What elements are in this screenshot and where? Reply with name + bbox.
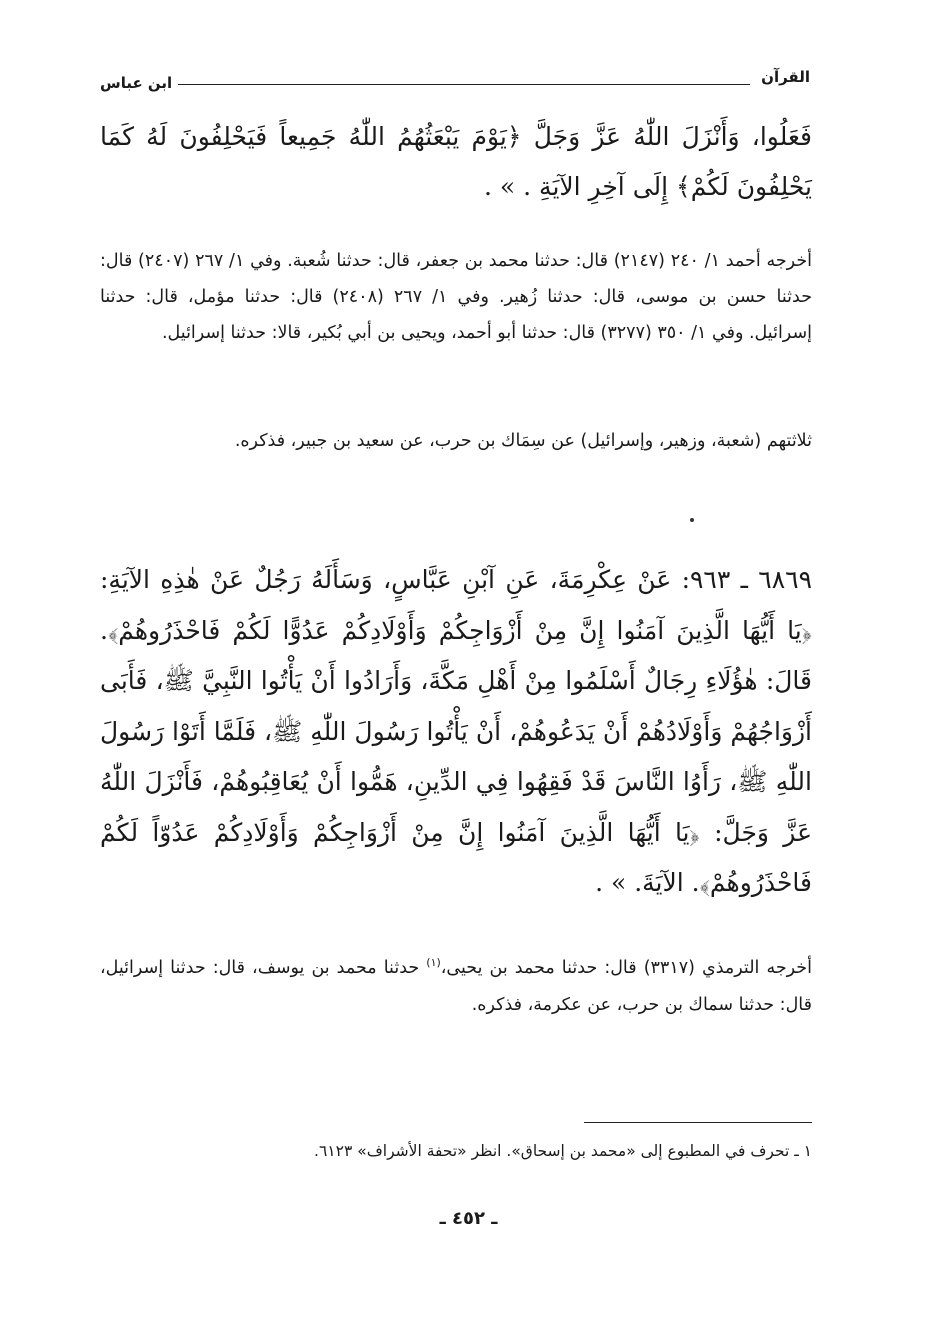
takhrij-paragraph: ثلاثتهم (شعبة، وزهير، وإسرائيل) عن سِمَاك بن حرب، عن سعيد بن جبير، فذكره. [234, 431, 812, 451]
footnote-ref[interactable]: (١) [426, 956, 441, 970]
takhrij-paragraph: أخرجه أحمد ١/ ٢٤٠ (٢١٤٧) قال: حدثنا محمد بن جعفر، قال: حدثنا شُعبة. وفي ١/ ٢٦٧ (٢٤٠٧) قال: حدثنا حسن بن موسى، قال: حدثنا زُهير. وفي ١/ ٢٦٧ (٢٤٠٨) قال: حدثنا مؤمل، قال: حدثنا إسرائيل. وفي ١/ ٣٥٠ (٣٢٧٧) قال: حدثنا أبو أحمد، ويحيى بن أبي بُكير، قالا: حدثنا إسرائيل. [100, 251, 813, 343]
header-rule [175, 84, 750, 85]
footnote-rule [584, 1122, 812, 1123]
takhrij-text: حدثنا محمد بن يوسف، قال: حدثنا إسرائيل، قال: حدثنا سماك بن حرب، عن عكرمة، فذكره. [100, 958, 812, 1015]
separator-dot [690, 518, 694, 522]
page-number: ـ ٤٥٢ ـ [439, 1208, 498, 1229]
takhrij-paragraph [100, 950, 812, 1024]
takhrij-text: أخرجه الترمذي (٣٣١٧) قال: حدثنا محمد بن يحيى، [440, 958, 812, 978]
hadith-continuation: فَعَلُوا، وَأَنْزَلَ اللّٰهُ عَزَّ وَجَلَّ ﴿يَوْمَ يَبْعَثُهُمُ اللّٰهُ جَمِيعاً فَيَحْلِفُونَ لَهُ كَمَا يَحْلِفُونَ لَكُمْ﴾ إِلَى آخِرِ الآيَةِ . » . [100, 122, 812, 201]
running-header [100, 64, 810, 94]
hadith-text: ٦٨٦٩ ـ ٩٦٣: عَنْ عِكْرِمَةَ، عَنِ آبْنِ عَبَّاسٍ، وَسَأَلَهُ رَجُلٌ عَنْ هٰذِهِ الآيَةِ: ﴿يَا أَيُّهَا الَّذِينَ آمَنُوا إِنَّ مِنْ أَزْوَاجِكُمْ وَأَوْلَادِكُمْ عَدُوًّا لَكُمْ فَاحْذَرُوهُمْ﴾. قَالَ: هٰؤُلَاءِ رِجَالٌ أَسْلَمُوا مِنْ أَهْلِ مَكَّةَ، وَأَرَادُوا أَنْ يَأْتُوا النَّبِيَّ ﷺ، فَأَبَى أَزْوَاجُهُمْ وَأَوْلَادُهُمْ أَنْ يَدَعُوهُمْ، أَنْ يَأْتُوا رَسُولَ اللّٰهِ ﷺ، فَلَمَّا أَتَوْا رَسُولَ اللّٰهِ ﷺ، رَأَوُا النَّاسَ قَدْ فَقِهُوا فِي الدِّينِ، هَمُّوا أَنْ يُعَاقِبُوهُمْ، فَأَنْزَلَ اللّٰهُ عَزَّ وَجَلَّ: ﴿يَا أَيُّهَا الَّذِينَ آمَنُوا إِنَّ مِنْ أَزْوَاجِكُمْ وَأَوْلَادِكُمْ عَدُوّاً لَكُمْ فَاحْذَرُوهُمْ﴾. الآيَةَ. » . [100, 565, 812, 897]
book-title: القرآن [755, 68, 810, 86]
footnote: ١ ـ تحرف في المطبوع إلى «محمد بن إسحاق». انظر «تحفة الأشراف» ٦١٢٣. [314, 1142, 812, 1160]
section-title: ابن عباس [100, 74, 178, 92]
